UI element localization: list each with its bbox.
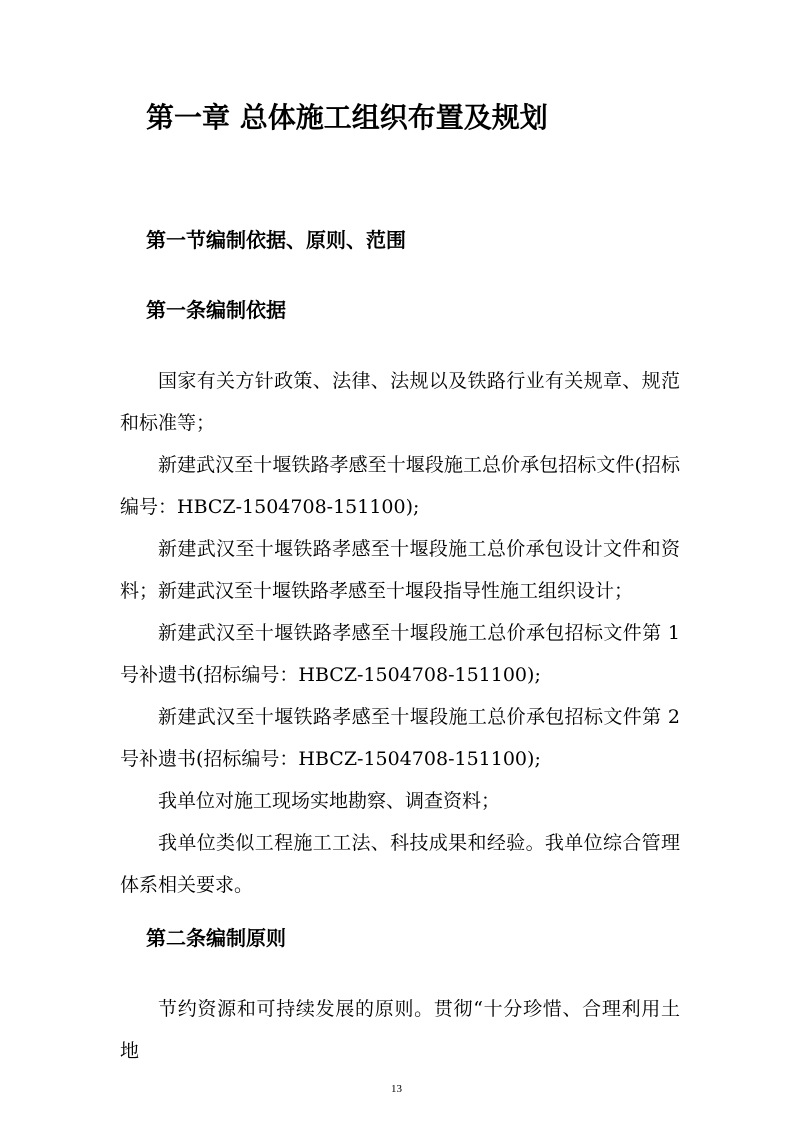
paragraph: 节约资源和可持续发展的原则。贯彻“十分珍惜、合理利用土地 xyxy=(120,998,680,1062)
article-title-basis: 第一条编制依据 xyxy=(146,298,286,322)
paragraph: 我单位对施工现场实地勘察、调查资料； xyxy=(158,790,501,812)
article-title-principles: 第二条编制原则 xyxy=(146,926,286,950)
paragraph: 新建武汉至十堰铁路孝感至十堰段施工总价承包招标文件第 1 号补遗书(招标编号：HBCZ-1504708-151100); xyxy=(120,622,680,686)
paragraph: 新建武汉至十堰铁路孝感至十堰段施工总价承包招标文件(招标编号：HBCZ-1504708-151100); xyxy=(120,454,680,518)
paragraph: 新建武汉至十堰铁路孝感至十堰段施工总价承包招标文件第 2 号补遗书(招标编号：HBCZ-1504708-151100); xyxy=(120,706,680,770)
chapter-title: 第一章 总体施工组织布置及规划 xyxy=(146,101,548,134)
article-body-basis xyxy=(120,360,680,906)
page-number: 13 xyxy=(391,1083,402,1095)
article-body-principles xyxy=(120,988,680,1072)
paragraph: 国家有关方针政策、法律、法规以及铁路行业有关规章、规范和标准等； xyxy=(120,370,680,434)
paragraph: 新建武汉至十堰铁路孝感至十堰段施工总价承包设计文件和资料；新建武汉至十堰铁路孝感至十堰段指导性施工组织设计； xyxy=(120,538,680,602)
section-title: 第一节编制依据、原则、范围 xyxy=(146,228,406,252)
paragraph: 我单位类似工程施工工法、科技成果和经验。我单位综合管理体系相关要求。 xyxy=(120,832,680,896)
